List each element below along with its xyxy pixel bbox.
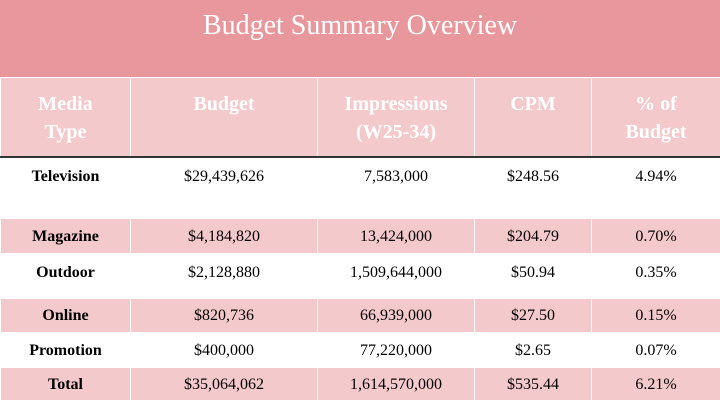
header-row [1, 78, 720, 158]
cell-impressions: 77,220,000 [318, 333, 475, 368]
cell-media: Magazine [1, 219, 131, 254]
cell-cpm: $27.50 [475, 299, 592, 333]
cell-percent: 0.07% [592, 333, 720, 368]
cell-media: Promotion [1, 333, 131, 368]
cell-percent: 6.21% [592, 368, 720, 401]
cell-cpm: $50.94 [475, 254, 592, 299]
table-row-magazine [1, 219, 720, 254]
header-media-type-line2: Type [44, 121, 87, 143]
title-band [0, 0, 720, 77]
cell-budget: $820,736 [131, 299, 318, 333]
header-media-type-line1: Media [38, 93, 93, 115]
header-impressions [318, 78, 475, 158]
cell-cpm: $204.79 [475, 219, 592, 254]
cell-cpm: $248.56 [475, 157, 592, 219]
cell-impressions: 13,424,000 [318, 219, 475, 254]
cell-media: Outdoor [1, 254, 131, 299]
cell-impressions: 1,509,644,000 [318, 254, 475, 299]
cell-budget: $29,439,626 [131, 157, 318, 219]
cell-cpm: $535.44 [475, 368, 592, 401]
cell-impressions: 66,939,000 [318, 299, 475, 333]
cell-media: Online [1, 299, 131, 333]
header-impressions-line2: (W25-34) [356, 121, 436, 143]
cell-cpm: $2.65 [475, 333, 592, 368]
table-row-promotion [1, 333, 720, 368]
cell-percent: 4.94% [592, 157, 720, 219]
cell-budget: $4,184,820 [131, 219, 318, 254]
header-percent-budget [592, 78, 720, 158]
cell-budget: $2,128,880 [131, 254, 318, 299]
header-budget [131, 78, 318, 158]
cell-media: Television [1, 157, 131, 219]
header-cpm [475, 78, 592, 158]
cell-media: Total [1, 368, 131, 401]
cell-percent: 0.70% [592, 219, 720, 254]
cell-budget: $400,000 [131, 333, 318, 368]
cell-impressions: 1,614,570,000 [318, 368, 475, 401]
header-percent-line2: Budget [625, 121, 687, 143]
header-impressions-line1: Impressions [344, 93, 448, 115]
header-budget-line1: Budget [193, 93, 255, 115]
header-media-type [1, 78, 131, 158]
cell-impressions: 7,583,000 [318, 157, 475, 219]
budget-table [0, 77, 720, 401]
header-percent-line1: % of [635, 93, 677, 115]
table-row-online [1, 299, 720, 333]
slide-title: Budget Summary Overview [202, 10, 518, 41]
cell-percent: 0.15% [592, 299, 720, 333]
table-row-total [1, 368, 720, 401]
table-row-outdoor [1, 254, 720, 299]
table-row-television [1, 157, 720, 219]
cell-percent: 0.35% [592, 254, 720, 299]
header-cpm-line1: CPM [510, 93, 556, 115]
cell-budget: $35,064,062 [131, 368, 318, 401]
